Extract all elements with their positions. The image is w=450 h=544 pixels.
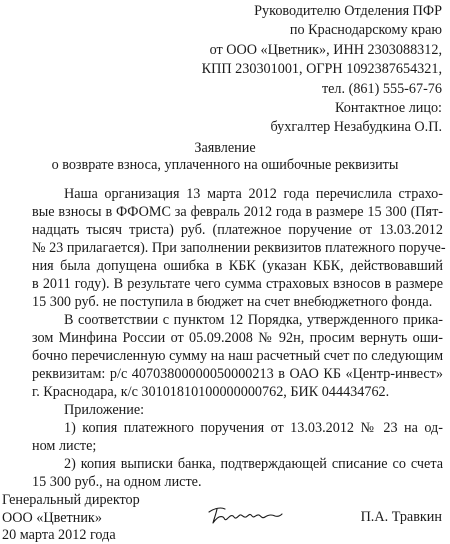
body-line: 15 300 руб. не поступила в бюджет на счет внебюджетного фонда. [32, 294, 433, 310]
body-line: № 23 прилагается). При заполнении реквизитов платежного поруче- [32, 240, 446, 256]
body-line: вые взносы в ФФОМС за февраль 2012 года в размере 15 300 (Пят- [32, 204, 443, 220]
addressee-line: Руководителю Отделения ПФР [254, 3, 442, 19]
addressee-block [202, 2, 442, 138]
addressee-line: Контактное лицо: [334, 99, 442, 116]
document-subtitle: о возврате взноса, уплаченного на ошибочные реквизиты [51, 157, 399, 173]
document-title: Заявление [194, 140, 256, 156]
handwritten-signature [205, 500, 285, 528]
body-line: зом Минфина России от 05.09.2008 № 92н, просим вернуть оши- [32, 330, 443, 346]
body-line: 2) копия выписки банка, подтверждающей списание со счета [64, 456, 443, 472]
addressee-line: КПП 230301001, ОГРН 1092387654321, [201, 61, 442, 78]
body-line: 15 300 руб., на одном листе. [32, 474, 202, 490]
body-line: г. Краснодара, к/с 30101810100000000762, БИК 044434762. [32, 384, 390, 400]
body-line: В соответствии с пунктом 12 Порядка, утвержденного прика- [64, 312, 443, 328]
body-line: ния была допущена ошибка в КБК (указан КБК, действовавший [32, 258, 443, 274]
signer-name: П.А. Травкин [360, 509, 442, 525]
body-line: надцать тысяч триста) руб. (платежное поручение от 13.03.2012 [32, 222, 443, 238]
signer-company: ООО «Цветник» [2, 510, 102, 526]
body-line: ном листе; [32, 438, 97, 454]
body-line: бочно перечисленную сумму на наш расчетный счет по следующим [32, 348, 444, 364]
appendix-heading: Приложение: [64, 402, 145, 418]
document-date: 20 марта 2012 года [2, 527, 116, 543]
signer-position: Генеральный директор [2, 492, 140, 508]
addressee-line: тел. (861) 555-67-76 [321, 80, 442, 97]
body-line: в 2011 году). В результате чего сумма страховых взносов в размере [32, 276, 443, 292]
addressee-line: по Краснодарскому краю [289, 22, 442, 39]
body-line: реквизитам: р/с 40703800000050000213 в ОАО КБ «Центр-инвест» [32, 366, 443, 382]
addressee-line: от ООО «Цветник», ИНН 2303088312, [209, 41, 442, 58]
body-line: Наша организация 13 марта 2012 года перечислила страхо- [64, 186, 443, 202]
addressee-line: бухгалтер Незабудкина О.П. [270, 119, 442, 136]
body-line: 1) копия платежного поручения от 13.03.2012 № 23 на од- [64, 420, 443, 436]
